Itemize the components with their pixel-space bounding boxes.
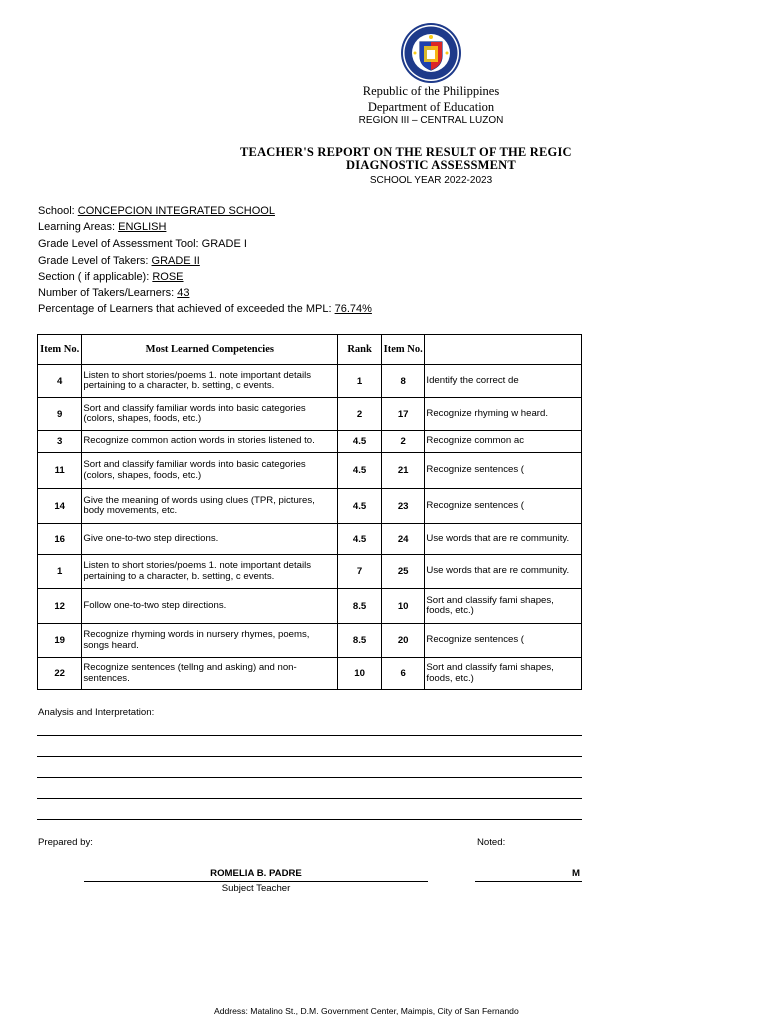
grade-takers-label: Grade Level of Takers: bbox=[38, 255, 152, 267]
competency: Listen to short stories/poems 1. note important details pertaining to a character, b. setting, c events. bbox=[82, 555, 338, 589]
competency-2: Recognize sentences ( bbox=[425, 489, 582, 524]
percentage-label: Percentage of Learners that achieved of exceeded the MPL: bbox=[38, 303, 335, 315]
footer-address: Address: Matalino St., D.M. Government Center, Maimpis, City of San Fernando bbox=[214, 1006, 519, 1016]
preparer-name: ROMELIA B. PADRE bbox=[210, 868, 302, 879]
info-section bbox=[38, 271, 184, 283]
item-no: 12 bbox=[38, 589, 82, 624]
percentage-value: 76.74% bbox=[334, 303, 372, 315]
report-subtitle: DIAGNOSTIC ASSESSMENT bbox=[346, 158, 516, 172]
header-region: REGION III – CENTRAL LUZON bbox=[358, 115, 504, 126]
header-rank: Rank bbox=[338, 335, 382, 365]
header-department: Department of Education bbox=[367, 100, 495, 114]
header-item-no: Item No. bbox=[38, 335, 82, 365]
section-label: Section ( if applicable): bbox=[38, 271, 153, 283]
analysis-line bbox=[37, 777, 582, 778]
competency-2: Recognize sentences ( bbox=[425, 453, 582, 489]
competency-2: Sort and classify fami shapes, foods, etc.) bbox=[425, 658, 582, 690]
rank: 4.5 bbox=[338, 489, 382, 524]
competency: Give the meaning of words using clues (TPR, pictures, body movements, etc. bbox=[82, 489, 338, 524]
analysis-line bbox=[37, 756, 582, 757]
header-least-learned bbox=[425, 335, 582, 365]
competency-2: Identify the correct de bbox=[425, 365, 582, 398]
rank: 10 bbox=[338, 658, 382, 690]
info-grade-takers bbox=[38, 255, 200, 267]
item-no: 4 bbox=[38, 365, 82, 398]
competency-2: Sort and classify fami shapes, foods, etc.) bbox=[425, 589, 582, 624]
section-value: ROSE bbox=[152, 271, 184, 283]
item-no: 16 bbox=[38, 524, 82, 555]
rank: 2 bbox=[338, 398, 382, 431]
item-no: 22 bbox=[38, 658, 82, 690]
item-no: 19 bbox=[38, 624, 82, 658]
noter-signature-line bbox=[475, 881, 582, 882]
item-no-2: 24 bbox=[381, 524, 424, 555]
info-learning-areas bbox=[38, 221, 166, 233]
table-row bbox=[38, 524, 582, 555]
info-takers bbox=[38, 287, 189, 299]
table-row bbox=[38, 658, 582, 690]
item-no: 9 bbox=[38, 398, 82, 431]
rank: 4.5 bbox=[338, 524, 382, 555]
noted-label: Noted: bbox=[477, 837, 506, 848]
analysis-line bbox=[37, 735, 582, 736]
grade-takers-value: GRADE II bbox=[151, 255, 200, 267]
rank: 1 bbox=[338, 365, 382, 398]
table-row bbox=[38, 555, 582, 589]
table-row bbox=[38, 453, 582, 489]
competency-table bbox=[37, 334, 582, 690]
preparer-signature-line bbox=[84, 881, 428, 882]
table-header-row bbox=[38, 335, 582, 365]
competency: Follow one-to-two step directions. bbox=[82, 589, 338, 624]
info-school bbox=[38, 205, 275, 217]
item-no-2: 23 bbox=[381, 489, 424, 524]
table-row bbox=[38, 589, 582, 624]
table-row bbox=[38, 398, 582, 431]
takers-label: Number of Takers/Learners: bbox=[38, 287, 178, 299]
header-item-no-2: Item No. bbox=[381, 335, 424, 365]
prepared-by-label: Prepared by: bbox=[38, 837, 93, 848]
table-row bbox=[38, 489, 582, 524]
competency: Recognize common action words in stories listened to. bbox=[82, 431, 338, 453]
table-row bbox=[38, 431, 582, 453]
competency: Listen to short stories/poems 1. note important details pertaining to a character, b. setting, c events. bbox=[82, 365, 338, 398]
competency: Recognize sentences (tellng and asking) and non-sentences. bbox=[82, 658, 338, 690]
rank: 7 bbox=[338, 555, 382, 589]
analysis-line bbox=[37, 819, 582, 820]
item-no-2: 6 bbox=[381, 658, 424, 690]
preparer-title: Subject Teacher bbox=[221, 883, 291, 894]
takers-value: 43 bbox=[177, 287, 190, 299]
item-no: 11 bbox=[38, 453, 82, 489]
school-value: CONCEPCION INTEGRATED SCHOOL bbox=[77, 205, 275, 217]
deped-seal-icon bbox=[400, 22, 462, 84]
item-no: 1 bbox=[38, 555, 82, 589]
noter-name: M bbox=[572, 868, 580, 879]
table-row bbox=[38, 365, 582, 398]
competency: Recognize rhyming words in nursery rhymes, poems, songs heard. bbox=[82, 624, 338, 658]
info-grade-tool: Grade Level of Assessment Tool: GRADE I bbox=[38, 238, 247, 250]
info-percentage bbox=[38, 303, 372, 315]
rank: 8.5 bbox=[338, 624, 382, 658]
report-title: TEACHER'S REPORT ON THE RESULT OF THE REGIC bbox=[240, 145, 572, 159]
analysis-line bbox=[37, 798, 582, 799]
competency: Give one-to-two step directions. bbox=[82, 524, 338, 555]
competency-2: Use words that are re community. bbox=[425, 555, 582, 589]
competency-2: Recognize sentences ( bbox=[425, 624, 582, 658]
item-no: 14 bbox=[38, 489, 82, 524]
table-row bbox=[38, 624, 582, 658]
competency-2: Recognize common ac bbox=[425, 431, 582, 453]
competency: Sort and classify familiar words into basic categories (colors, shapes, foods, etc.) bbox=[82, 453, 338, 489]
item-no-2: 10 bbox=[381, 589, 424, 624]
header-most-learned: Most Learned Competencies bbox=[82, 335, 338, 365]
competency-2: Use words that are re community. bbox=[425, 524, 582, 555]
item-no: 3 bbox=[38, 431, 82, 453]
item-no-2: 17 bbox=[381, 398, 424, 431]
item-no-2: 2 bbox=[381, 431, 424, 453]
school-label: School: bbox=[38, 205, 78, 217]
learning-areas-value: ENGLISH bbox=[118, 221, 167, 233]
item-no-2: 21 bbox=[381, 453, 424, 489]
rank: 4.5 bbox=[338, 453, 382, 489]
competency: Sort and classify familiar words into basic categories (colors, shapes, foods, etc.) bbox=[82, 398, 338, 431]
school-year: SCHOOL YEAR 2022-2023 bbox=[369, 175, 493, 186]
item-no-2: 25 bbox=[381, 555, 424, 589]
rank: 4.5 bbox=[338, 431, 382, 453]
competency-2: Recognize rhyming w heard. bbox=[425, 398, 582, 431]
rank: 8.5 bbox=[338, 589, 382, 624]
header-country: Republic of the Philippines bbox=[362, 84, 500, 98]
item-no-2: 20 bbox=[381, 624, 424, 658]
item-no-2: 8 bbox=[381, 365, 424, 398]
analysis-label: Analysis and Interpretation: bbox=[38, 707, 155, 718]
learning-areas-label: Learning Areas: bbox=[38, 221, 119, 233]
